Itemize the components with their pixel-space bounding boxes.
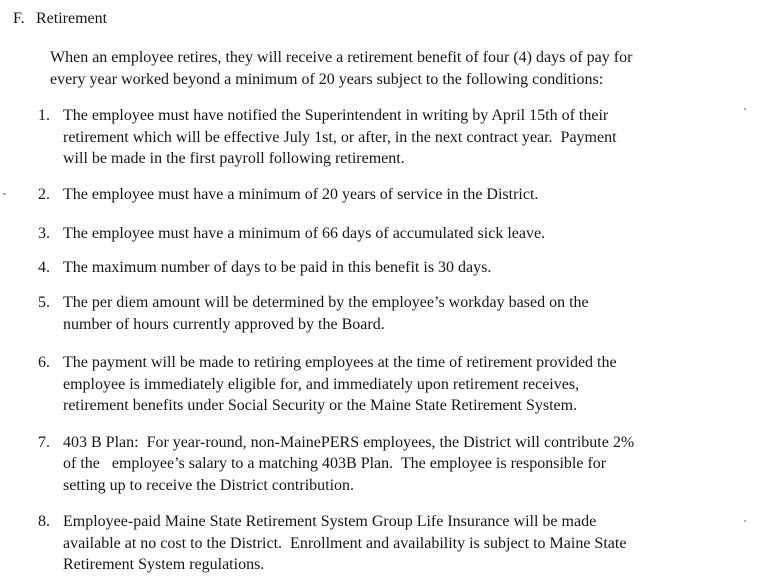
list-item [38,257,764,279]
item-text [63,432,634,497]
intro-line: every year worked beyond a minimum of 20 years subject to the following conditions: [50,70,604,88]
item-text-line: The employee must have notified the Superintendent in writing by April 15th of their [63,107,609,124]
item-text-line: setting up to receive the District contribution. [63,476,355,494]
list-item [38,105,764,170]
item-text [63,511,626,576]
section-label: F. [13,10,25,27]
item-text-line: The employee must have a minimum of 20 years of service in the District. [63,185,539,203]
item-number: 7. [38,433,50,451]
section-heading [13,8,764,30]
item-number: 4. [38,258,50,276]
scan-artifact [744,520,746,522]
item-text-line: The maximum number of days to be paid in this benefit is 30 days. [63,258,492,276]
list-item [38,223,764,245]
intro-paragraph [50,47,764,90]
list-item [38,184,764,206]
item-number: 6. [38,354,50,371]
scan-artifact [744,108,746,110]
item-text [63,105,617,170]
item-number: 2. [38,185,50,203]
item-text-line: Employee-paid Maine State Retirement System Group Life Insurance will be made [63,513,597,530]
list-item [38,292,764,335]
item-text [63,352,617,417]
list-item [38,352,764,417]
item-text [63,184,538,206]
item-text [63,257,491,279]
item-text-line: employee is immediately eligible for, and immediately upon retirement receives, [63,375,580,393]
item-text-line: The per diem amount will be determined by the employee’s workday based on the [63,294,589,311]
item-text-line: The employee must have a minimum of 66 days of accumulated sick leave. [63,225,546,242]
item-text-line: number of hours currently approved by the Board. [63,315,385,333]
item-text [63,292,589,335]
item-text-line: Retirement System regulations. [63,556,265,573]
item-number: 1. [38,107,50,124]
item-number: 5. [38,294,50,311]
item-text-line: available at no cost to the District. Enrollment and availability is subject to Maine State [63,534,627,552]
item-number: 3. [38,225,50,242]
section-title: Retirement [36,10,108,27]
scan-artifact [3,193,6,195]
item-number: 8. [38,513,50,530]
item-text-line: retirement which will be effective July 1st, or after, in the next contract year. Payment [63,128,617,146]
item-text-line: will be made in the first payroll following retirement. [63,150,405,167]
item-text-line: The payment will be made to retiring employees at the time of retirement provided the [63,354,617,371]
item-text-line: retirement benefits under Social Security or the Maine State Retirement System. [63,397,578,414]
intro-line: When an employee retires, they will receive a retirement benefit of four (4) days of pay for [50,49,633,66]
item-text [63,223,545,245]
item-text-line: of the employee’s salary to a matching 403B Plan. The employee is responsible for [63,455,607,472]
list-item [38,511,764,576]
list-item [38,432,764,497]
item-text-line: 403 B Plan: For year-round, non-MainePERS employees, the District will contribute 2% [63,433,635,451]
